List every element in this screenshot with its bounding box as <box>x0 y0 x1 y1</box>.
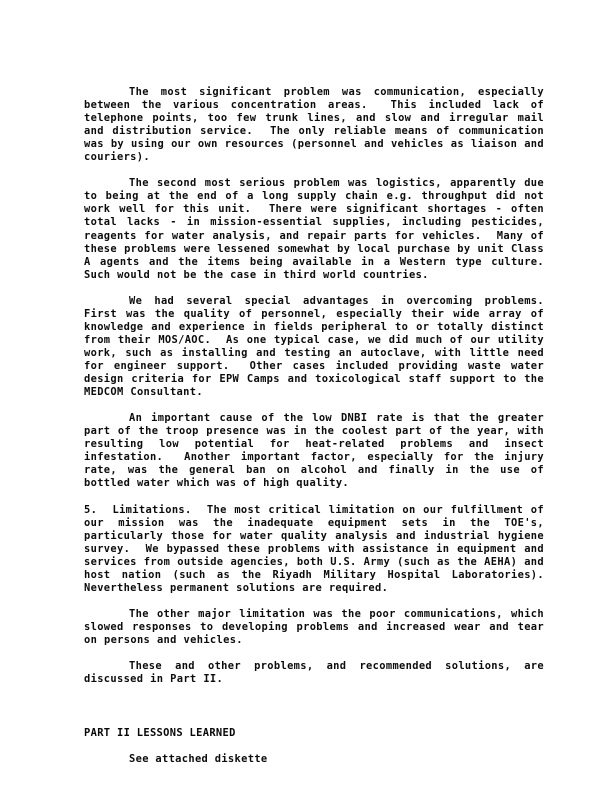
closing-spacer <box>84 740 544 753</box>
paragraph-closing-reference: These and other problems, and recommended solutions, are discussed in Part II. <box>84 660 551 686</box>
heading-spacer <box>84 699 544 727</box>
paragraph-other-limitation: The other major limitation was the poor communications, which slowed responses to developing problems and increased wear and tear on persons and vehicles. <box>84 607 551 646</box>
section-5-limitations: 5. Limitations. The most critical limitation on our fulfillment of our mission was the inadequate equipment sets in the TOE's, particularly those for water quality analysis and industrial hygiene survey. We bypassed these problems with assistance in equipment and services from outside agencies, both U.S. Army (such as the AEHA) and host nation (such as the Riyadh Military Hospital Laboratories). Nevertheless permanent solutions are required. <box>84 503 558 594</box>
document-text-column <box>84 86 558 766</box>
paragraph-communication: The most significant problem was communication, especially between the various concentration areas. This included lack of telephone points, too few trunk lines, and slow and irregular mail and distribution service. The only reliable means of communication was by using our own resources (personnel and vehicles as liaison and couriers). <box>84 86 551 164</box>
attached-diskette-note: See attached diskette <box>129 753 268 766</box>
paragraph-dnbi-rate: An important cause of the low DNBI rate is that the greater part of the troop presence was in the coolest part of the year, with resulting low potential for heat-related problems and insect infestation. Another important factor, especially for the injury rate, was the general ban on alcohol and finally in the use of bottled water which was of high quality. <box>84 412 551 490</box>
part-ii-heading: PART II LESSONS LEARNED <box>84 727 236 740</box>
paragraph-logistics: The second most serious problem was logistics, apparently due to being at the end of a long supply chain e.g. throughput did not work well for this unit. There were significant shortages - often total lacks - in mission-essential supplies, including pesticides, reagents for water analysis, and repair parts for vehicles. Many of these problems were lessened somewhat by local purchase by unit Class A agents and the items being available in a Western type culture. Such would not be the case in third world countries. <box>84 177 558 281</box>
paragraph-advantages: We had several special advantages in overcoming problems. First was the quality of personnel, especially their wide array of knowledge and experience in fields peripheral to or totally distinct from their MOS/AOC. As one typical case, we did much of our utility work, such as installing and testing an autoclave, with little need for engineer support. Other cases included providing waste water design criteria for EPW Camps and toxicological staff support to the MEDCOM Consultant. <box>84 294 551 399</box>
